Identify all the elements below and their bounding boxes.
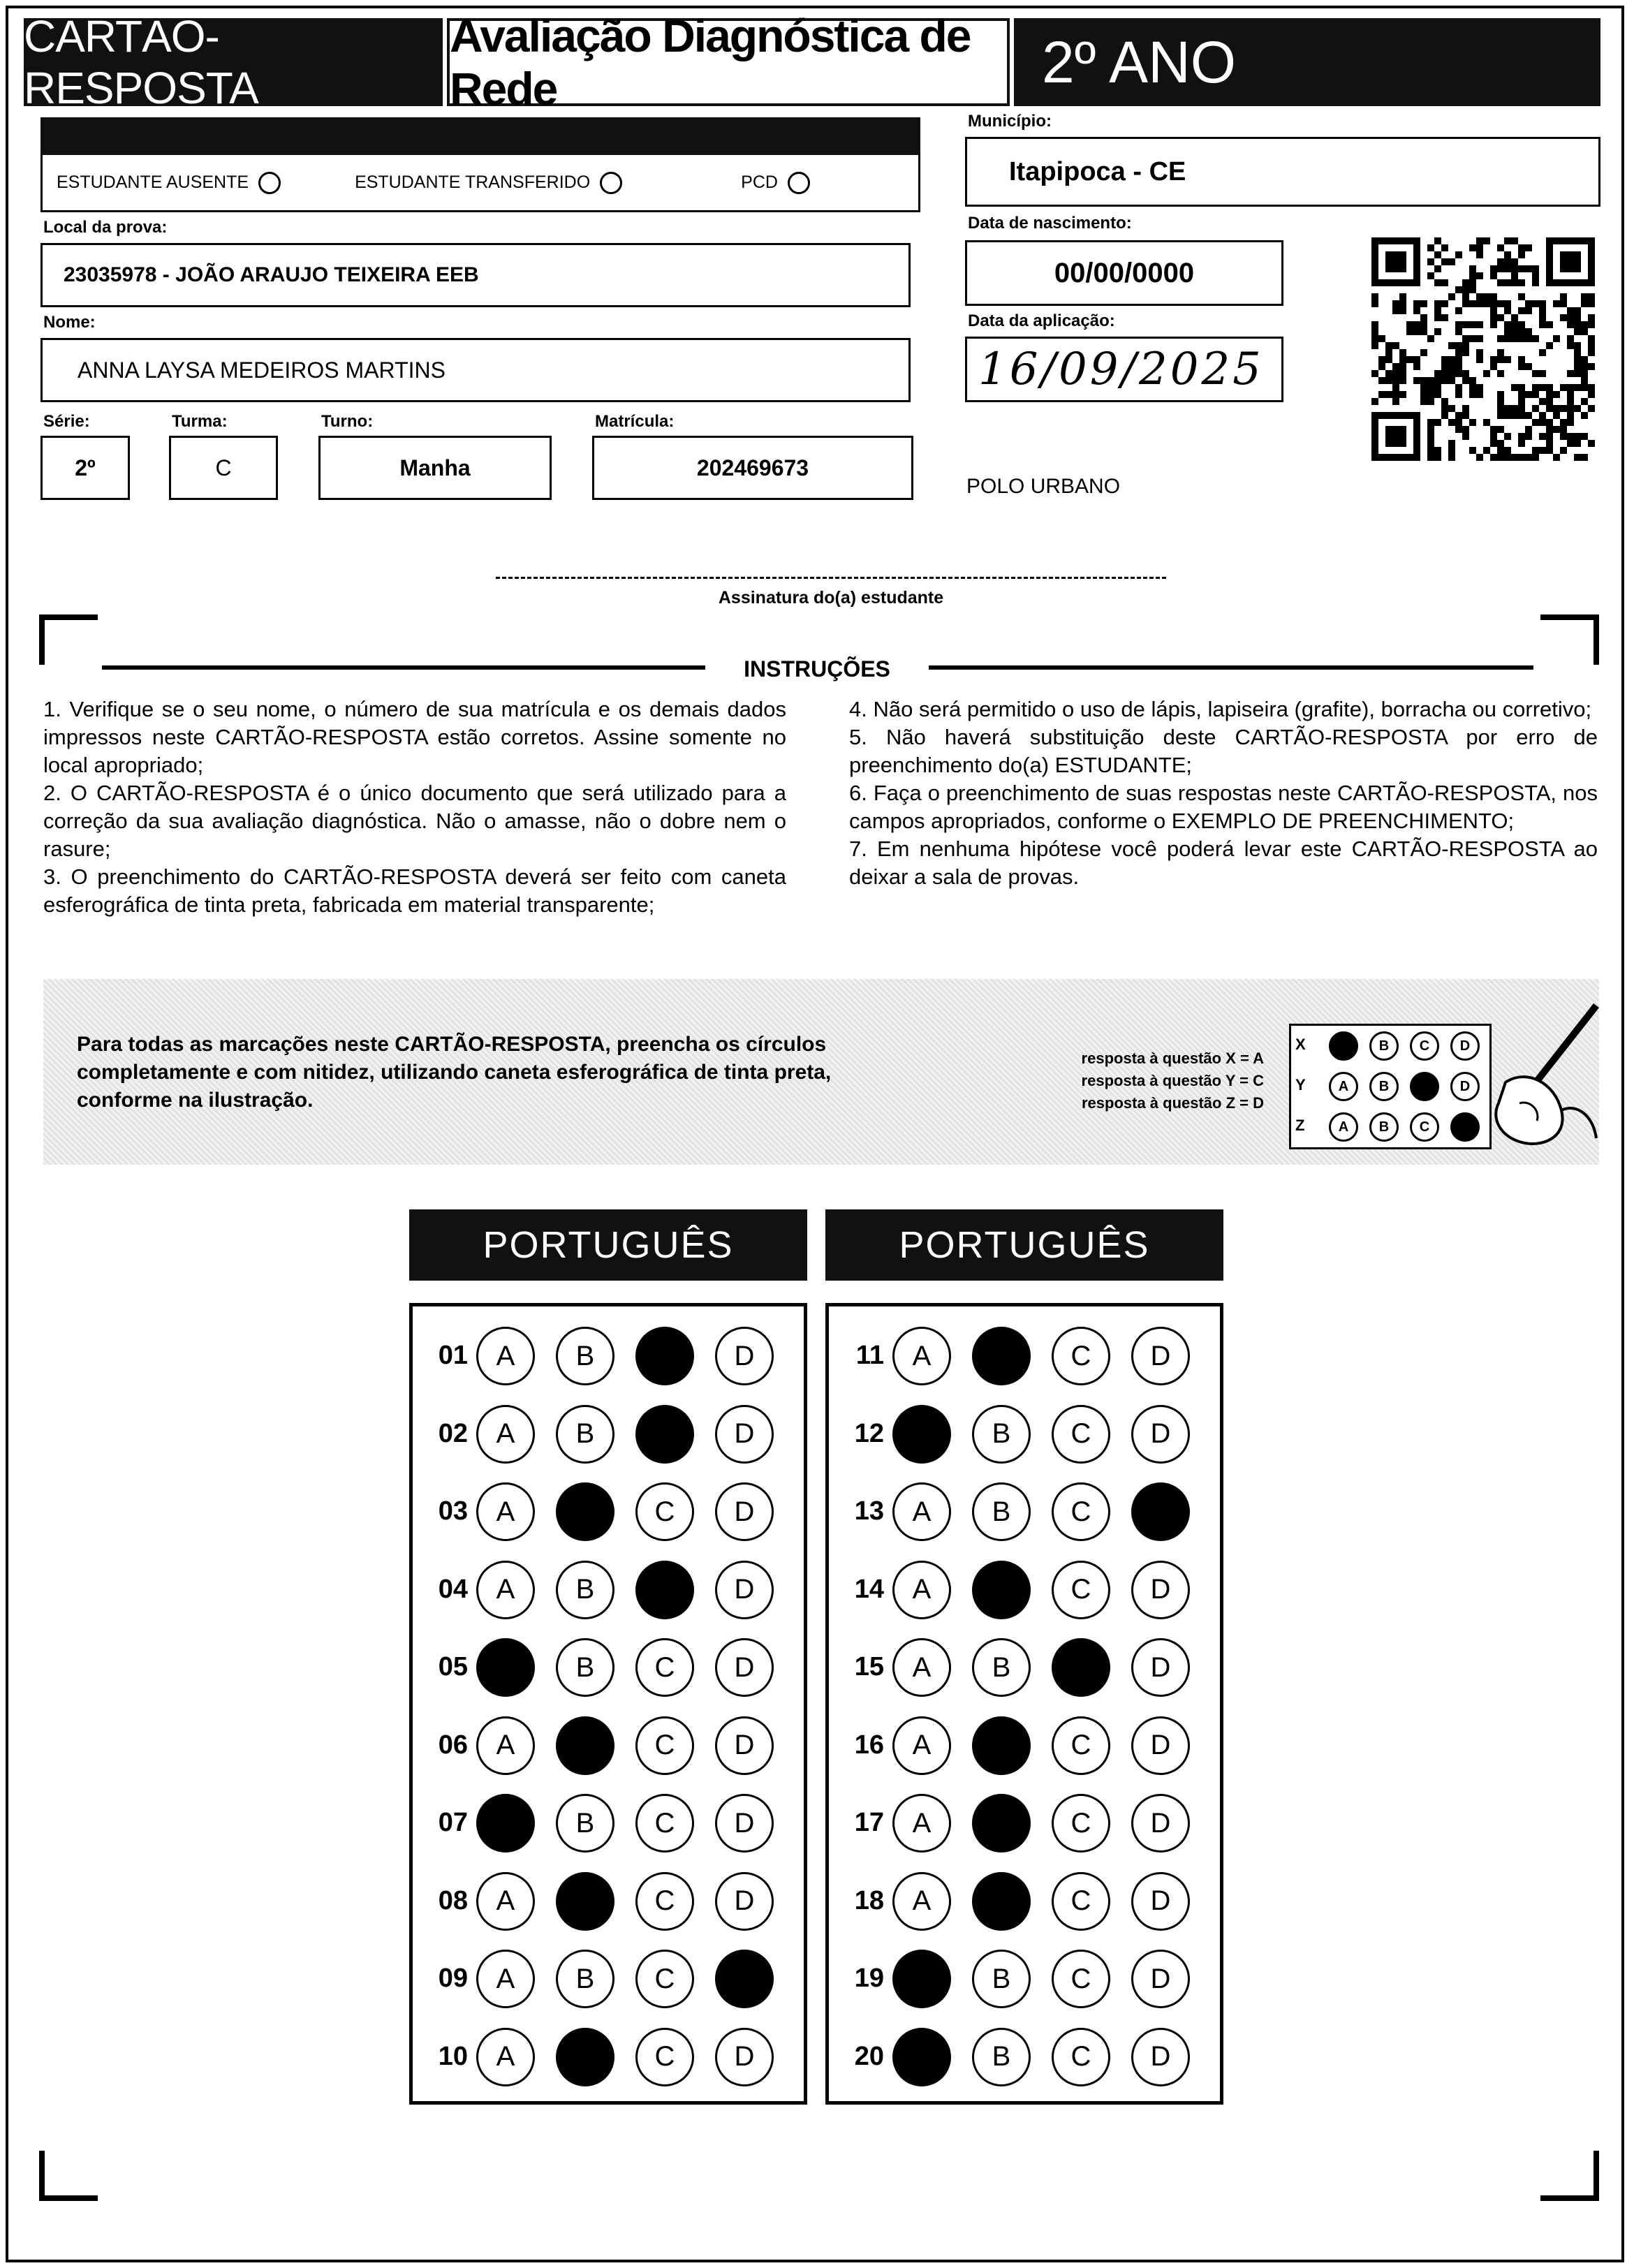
answer-bubble-a[interactable]: A — [476, 1950, 535, 2008]
example-legend — [1033, 1047, 1264, 1114]
answer-bubble-c[interactable] — [635, 1561, 694, 1619]
answer-bubble-c[interactable]: C — [1052, 1794, 1110, 1853]
answer-bubble-d[interactable]: D — [715, 2028, 774, 2086]
answer-bubble-a[interactable]: A — [892, 1327, 951, 1385]
answer-bubble-b[interactable]: B — [972, 2028, 1031, 2086]
answer-bubble-a[interactable]: A — [892, 1716, 951, 1775]
nascimento-label: Data de nascimento: — [968, 214, 1132, 233]
serie-field — [41, 436, 130, 500]
local-field — [41, 243, 911, 307]
example-bubble: B — [1369, 1031, 1399, 1061]
question-number: 01 — [438, 1341, 468, 1370]
question-number: 15 — [854, 1652, 884, 1681]
corner-mark-bl — [39, 2195, 98, 2201]
answer-bubble-c[interactable]: C — [635, 1638, 694, 1697]
nascimento-value: 00/00/0000 — [1054, 257, 1195, 288]
answer-bubble-b[interactable] — [972, 1716, 1031, 1775]
question-number: 07 — [438, 1808, 468, 1837]
answer-bubble-d[interactable]: D — [715, 1794, 774, 1853]
answer-bubble-d[interactable] — [1131, 1482, 1190, 1541]
question-number: 11 — [855, 1341, 884, 1370]
answer-bubble-d[interactable]: D — [1131, 1405, 1190, 1464]
answer-bubble-b[interactable] — [972, 1327, 1031, 1385]
matricula-field — [592, 436, 913, 500]
name-value: ANNA LAYSA MEDEIROS MARTINS — [78, 357, 446, 383]
answer-bubble-d[interactable]: D — [1131, 1716, 1190, 1775]
answer-bubble-a[interactable]: A — [476, 1561, 535, 1619]
answer-bubble-b[interactable]: B — [972, 1405, 1031, 1464]
example-bubble: B — [1369, 1072, 1399, 1101]
example-bubble: B — [1369, 1112, 1399, 1142]
instruction-item: 1. Verifique se o seu nome, o número de sua matrícula e os demais dados impressos neste CARTÃO-RESPOSTA estão corretos. Assine somente no local apropriado; — [43, 697, 786, 777]
answer-bubble-c[interactable]: C — [635, 1872, 694, 1931]
question-number: 17 — [854, 1808, 884, 1837]
corner-mark-tl — [39, 614, 98, 620]
answer-bubble-b[interactable] — [972, 1561, 1031, 1619]
corner-mark-br — [1540, 2195, 1599, 2201]
subject-header: PORTUGUÊS — [825, 1209, 1223, 1281]
pcd-checkbox[interactable] — [788, 172, 810, 194]
answer-bubble-c[interactable]: C — [635, 1716, 694, 1775]
answer-bubble-b[interactable] — [556, 1482, 614, 1541]
answer-bubble-c[interactable]: C — [635, 2028, 694, 2086]
answer-bubble-d[interactable]: D — [1131, 1794, 1190, 1853]
hand-with-pen-icon — [1478, 999, 1603, 1152]
answer-bubble-a[interactable] — [892, 1950, 951, 2008]
status-row — [41, 155, 920, 212]
turma-field — [169, 436, 278, 500]
signature-line[interactable] — [496, 577, 1166, 579]
local-value: 23035978 - JOÃO ARAUJO TEIXEIRA EEB — [64, 263, 479, 286]
answer-bubble-a[interactable]: A — [476, 1327, 535, 1385]
answer-bubble-c[interactable] — [1052, 1638, 1110, 1697]
answer-bubble-c[interactable]: C — [1052, 1327, 1110, 1385]
answer-bubble-a[interactable] — [892, 1405, 951, 1464]
turno-label: Turno: — [321, 412, 374, 431]
answer-bubble-c[interactable]: C — [1052, 2028, 1110, 2086]
turma-label: Turma: — [172, 412, 228, 431]
question-number: 05 — [438, 1652, 468, 1681]
answer-bubble-a[interactable]: A — [476, 2028, 535, 2086]
local-label: Local da prova: — [43, 218, 168, 237]
instructions-right — [849, 695, 1598, 891]
example-text: Para todas as marcações neste CARTÃO-RESPOSTA, preencha os círculos completamente e com nitidez, utilizando caneta esferográfica de tinta preta, conforme na ilustração. — [77, 1033, 832, 1112]
question-number: 10 — [438, 2041, 468, 2071]
instruction-item: 2. O CARTÃO-RESPOSTA é o único documento que será utilizado para a correção da sua avaliação diagnóstica. Não o amasse, não o dobre nem o rasure; — [43, 781, 786, 861]
answer-bubble-c[interactable]: C — [1052, 1405, 1110, 1464]
answer-bubble-b[interactable]: B — [556, 1327, 614, 1385]
answer-bubble-d[interactable]: D — [1131, 1872, 1190, 1931]
municipio-field — [965, 137, 1600, 207]
answer-bubble-b[interactable] — [556, 1716, 614, 1775]
answer-bubble-a[interactable] — [476, 1794, 535, 1853]
status-header-bar — [41, 117, 920, 155]
subject-header: PORTUGUÊS — [409, 1209, 807, 1281]
example-bubble: A — [1329, 1072, 1358, 1101]
question-number: 20 — [854, 2041, 884, 2071]
instructions-rule-left — [102, 665, 705, 670]
answer-bubble-d[interactable]: D — [1131, 2028, 1190, 2086]
answer-bubble-c[interactable]: C — [635, 1482, 694, 1541]
answer-bubble-b[interactable] — [556, 1872, 614, 1931]
answer-bubble-b[interactable]: B — [556, 1561, 614, 1619]
turma-value: C — [215, 455, 232, 480]
answer-bubble-c[interactable]: C — [635, 1794, 694, 1853]
turno-field — [318, 436, 552, 500]
serie-value: 2º — [75, 455, 96, 480]
nascimento-field — [965, 240, 1283, 306]
answer-bubble-c[interactable] — [635, 1405, 694, 1464]
answer-bubble-a[interactable]: A — [476, 1482, 535, 1541]
question-number: 14 — [854, 1574, 884, 1604]
question-number: 02 — [438, 1418, 468, 1448]
answer-bubble-b[interactable] — [972, 1794, 1031, 1853]
answer-bubble-d[interactable]: D — [715, 1561, 774, 1619]
corner-mark-tr — [1540, 614, 1599, 620]
answer-bubble-d[interactable]: D — [715, 1716, 774, 1775]
answer-bubble-a[interactable]: A — [892, 1482, 951, 1541]
example-grid — [1289, 1024, 1492, 1149]
municipio-label: Município: — [968, 112, 1052, 131]
example-bubble: D — [1450, 1031, 1480, 1061]
answer-bubble-a[interactable]: A — [892, 1794, 951, 1853]
answer-bubble-a[interactable]: A — [476, 1405, 535, 1464]
example-bubble — [1450, 1112, 1480, 1142]
answer-bubble-d[interactable]: D — [715, 1405, 774, 1464]
example-bubble: C — [1410, 1112, 1439, 1142]
answer-bubble-b[interactable]: B — [556, 1794, 614, 1853]
corner-mark-bl — [39, 2151, 45, 2201]
answer-bubble-a[interactable]: A — [476, 1872, 535, 1931]
instructions-rule-right — [929, 665, 1533, 670]
card-title: CARTÃO-RESPOSTA — [24, 18, 443, 106]
turno-value: Manha — [399, 455, 471, 480]
answer-bubble-b[interactable]: B — [972, 1638, 1031, 1697]
instruction-item: 7. Em nenhuma hipótese você poderá levar este CARTÃO-RESPOSTA ao deixar a sala de provas. — [849, 837, 1598, 889]
example-bubble — [1410, 1072, 1439, 1101]
example-row-label: Y — [1295, 1076, 1306, 1094]
answer-bubble-d[interactable]: D — [715, 1638, 774, 1697]
corner-mark-br — [1593, 2151, 1599, 2201]
example-bubble: A — [1329, 1112, 1358, 1142]
example-bubble — [1329, 1031, 1358, 1061]
answer-bubble-c[interactable]: C — [1052, 1716, 1110, 1775]
answer-bubble-d[interactable]: D — [1131, 1327, 1190, 1385]
corner-mark-tr — [1593, 614, 1599, 665]
example-row-label: Z — [1295, 1117, 1305, 1134]
transferred-label: ESTUDANTE TRANSFERIDO — [355, 172, 591, 192]
answer-bubble-a[interactable] — [476, 1638, 535, 1697]
answer-bubble-a[interactable]: A — [892, 1561, 951, 1619]
question-number: 08 — [438, 1885, 468, 1915]
answer-bubble-d[interactable]: D — [1131, 1950, 1190, 2008]
example-legend-item: resposta à questão X = A — [1081, 1050, 1264, 1067]
answer-bubble-b[interactable]: B — [556, 1638, 614, 1697]
answer-bubble-c[interactable] — [635, 1327, 694, 1385]
answer-bubble-a[interactable] — [892, 2028, 951, 2086]
serie-label: Série: — [43, 412, 90, 431]
answer-bubble-d[interactable]: D — [715, 1872, 774, 1931]
aplicacao-handwritten-value: 16/09/2025 — [978, 344, 1264, 395]
municipio-value: Itapipoca - CE — [1009, 156, 1186, 186]
answer-bubble-b[interactable]: B — [972, 1950, 1031, 2008]
answer-bubble-d[interactable]: D — [715, 1482, 774, 1541]
answer-bubble-d[interactable]: D — [1131, 1561, 1190, 1619]
answer-bubble-b[interactable]: B — [972, 1482, 1031, 1541]
question-number: 16 — [854, 1730, 884, 1760]
pcd-label: PCD — [741, 172, 778, 192]
instructions-title: INSTRUÇÕES — [744, 656, 890, 682]
instruction-item: 6. Faça o preenchimento de suas respostas neste CARTÃO-RESPOSTA, nos campos apropriados, conforme o EXEMPLO DE PREENCHIMENTO; — [849, 781, 1598, 833]
question-number: 19 — [854, 1964, 884, 1993]
absent-label: ESTUDANTE AUSENTE — [57, 172, 249, 192]
polo-label: POLO URBANO — [966, 475, 1121, 498]
question-number: 06 — [438, 1730, 468, 1760]
grade-title: 2º ANO — [1014, 18, 1600, 106]
question-number: 13 — [854, 1496, 884, 1526]
answer-bubble-b[interactable] — [972, 1872, 1031, 1931]
signature-label: Assinatura do(a) estudante — [718, 588, 944, 608]
question-number: 09 — [438, 1964, 468, 1993]
aplicacao-field[interactable] — [965, 337, 1283, 402]
example-row-label: X — [1295, 1036, 1306, 1053]
example-bubble: C — [1410, 1031, 1439, 1061]
transferred-checkbox[interactable] — [600, 172, 622, 194]
question-number: 03 — [438, 1496, 468, 1526]
question-number: 12 — [854, 1418, 884, 1448]
matricula-value: 202469673 — [696, 455, 809, 480]
instruction-item: 5. Não haverá substituição deste CARTÃO-RESPOSTA por erro de preenchimento do(a) ESTUDANTE; — [849, 725, 1598, 777]
answer-bubble-b[interactable] — [556, 2028, 614, 2086]
corner-mark-tl — [39, 614, 45, 665]
name-label: Nome: — [43, 313, 96, 332]
answer-bubble-b[interactable]: B — [556, 1950, 614, 2008]
aplicacao-label: Data da aplicação: — [968, 311, 1115, 330]
instruction-item: 4. Não será permitido o uso de lápis, lapiseira (grafite), borracha ou corretivo; — [849, 697, 1592, 721]
example-legend-item: resposta à questão Y = C — [1081, 1072, 1264, 1089]
example-legend-item: resposta à questão Z = D — [1081, 1094, 1264, 1112]
answer-bubble-c[interactable]: C — [635, 1950, 694, 2008]
instructions-left — [43, 695, 786, 919]
answer-bubble-c[interactable]: C — [1052, 1950, 1110, 2008]
answer-bubble-a[interactable]: A — [892, 1872, 951, 1931]
qr-code-icon — [1371, 237, 1595, 461]
answer-bubble-c[interactable]: C — [1052, 1872, 1110, 1931]
name-field — [41, 338, 911, 402]
answer-bubble-c[interactable]: C — [1052, 1561, 1110, 1619]
instruction-item: 3. O preenchimento do CARTÃO-RESPOSTA deverá ser feito com caneta esferográfica de tinta preta, fabricada em material transparente; — [43, 864, 786, 917]
exam-title: Avaliação Diagnóstica de Rede — [447, 18, 1010, 106]
answer-bubble-d[interactable]: D — [1131, 1638, 1190, 1697]
answer-bubble-a[interactable]: A — [476, 1716, 535, 1775]
answer-bubble-d[interactable]: D — [715, 1327, 774, 1385]
answer-bubble-d[interactable] — [715, 1950, 774, 2008]
answer-bubble-c[interactable]: C — [1052, 1482, 1110, 1541]
question-number: 04 — [438, 1574, 468, 1604]
answer-bubble-b[interactable]: B — [556, 1405, 614, 1464]
matricula-label: Matrícula: — [595, 412, 675, 431]
question-number: 18 — [854, 1885, 884, 1915]
example-bubble: D — [1450, 1072, 1480, 1101]
absent-checkbox[interactable] — [258, 172, 281, 194]
answer-bubble-a[interactable]: A — [892, 1638, 951, 1697]
